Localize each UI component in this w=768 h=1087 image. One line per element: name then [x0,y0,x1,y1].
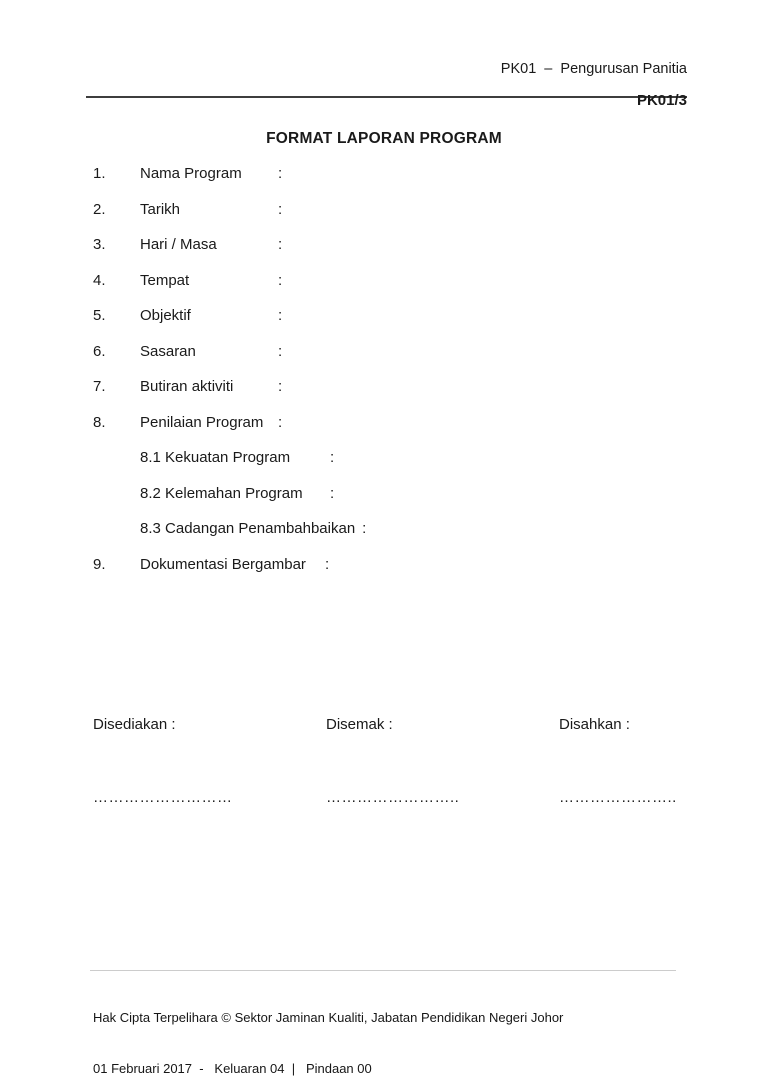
item-label: Tarikh [140,200,181,218]
list-item [93,343,366,379]
list-subitem [93,485,366,521]
item-colon: : [325,555,330,573]
list-item [93,272,366,308]
list-item [93,307,366,343]
item-label: Nama Program [140,165,242,182]
prepared-signature-line: ……………………… [93,789,233,806]
list-subitem [93,449,366,485]
item-number: 4. [93,271,106,289]
form-item-list [93,165,366,591]
item-colon: : [278,307,283,324]
list-item [93,165,366,201]
list-item [93,201,366,237]
subitem-colon: : [330,484,335,502]
subitem-label: 8.3 Cadangan Penambahbaikan [140,520,356,537]
item-colon: : [278,271,283,289]
approved-signature-line: ………………….. [559,789,677,806]
item-label: Sasaran [140,342,196,360]
page-header [86,44,687,98]
item-label: Hari / Masa [140,236,217,253]
list-item [93,236,366,272]
list-item [93,556,366,592]
list-item [93,378,366,414]
list-subitem [93,520,366,556]
item-number: 1. [93,165,106,182]
item-colon: : [278,413,283,431]
item-label: Penilaian Program [140,413,264,431]
subitem-colon: : [362,520,367,537]
page-footer [93,975,563,1087]
item-number: 6. [93,342,106,360]
item-colon: : [278,342,283,360]
page-title: FORMAT LAPORAN PROGRAM [266,130,502,147]
signature-labels-row [93,716,693,736]
item-colon: : [278,378,283,395]
footer-revision-info: 01 Februari 2017 - Keluaran 04 | Pindaan 00 [93,1061,372,1076]
item-colon: : [278,165,283,182]
checked-by-label: Disemak : [326,716,393,733]
header-reference-text: PK01 – Pengurusan Panitia [500,61,687,77]
footer-divider [90,970,676,971]
item-colon: : [278,236,283,253]
item-number: 7. [93,378,106,395]
item-number: 8. [93,413,106,431]
footer-copyright: Hak Cipta Terpelihara © Sektor Jaminan Kualiti, Jabatan Pendidikan Negeri Johor [93,1010,564,1025]
item-number: 3. [93,236,106,253]
subitem-colon: : [330,449,335,466]
checked-signature-line: …………………….. [326,789,460,806]
item-number: 9. [93,555,106,573]
item-label: Objektif [140,307,191,324]
item-number: 5. [93,307,106,324]
subitem-label: 8.2 Kelemahan Program [140,484,303,502]
item-label: Butiran aktiviti [140,378,234,395]
prepared-by-label: Disediakan : [93,716,176,733]
item-label: Dokumentasi Bergambar [140,555,306,573]
approved-by-label: Disahkan : [559,716,630,733]
item-label: Tempat [140,271,190,289]
item-colon: : [278,200,283,218]
doc-code: PK01/3 [636,92,687,109]
list-item [93,414,366,450]
item-number: 2. [93,200,106,218]
subitem-label: 8.1 Kekuatan Program [140,449,291,466]
signature-lines-row [93,789,713,809]
